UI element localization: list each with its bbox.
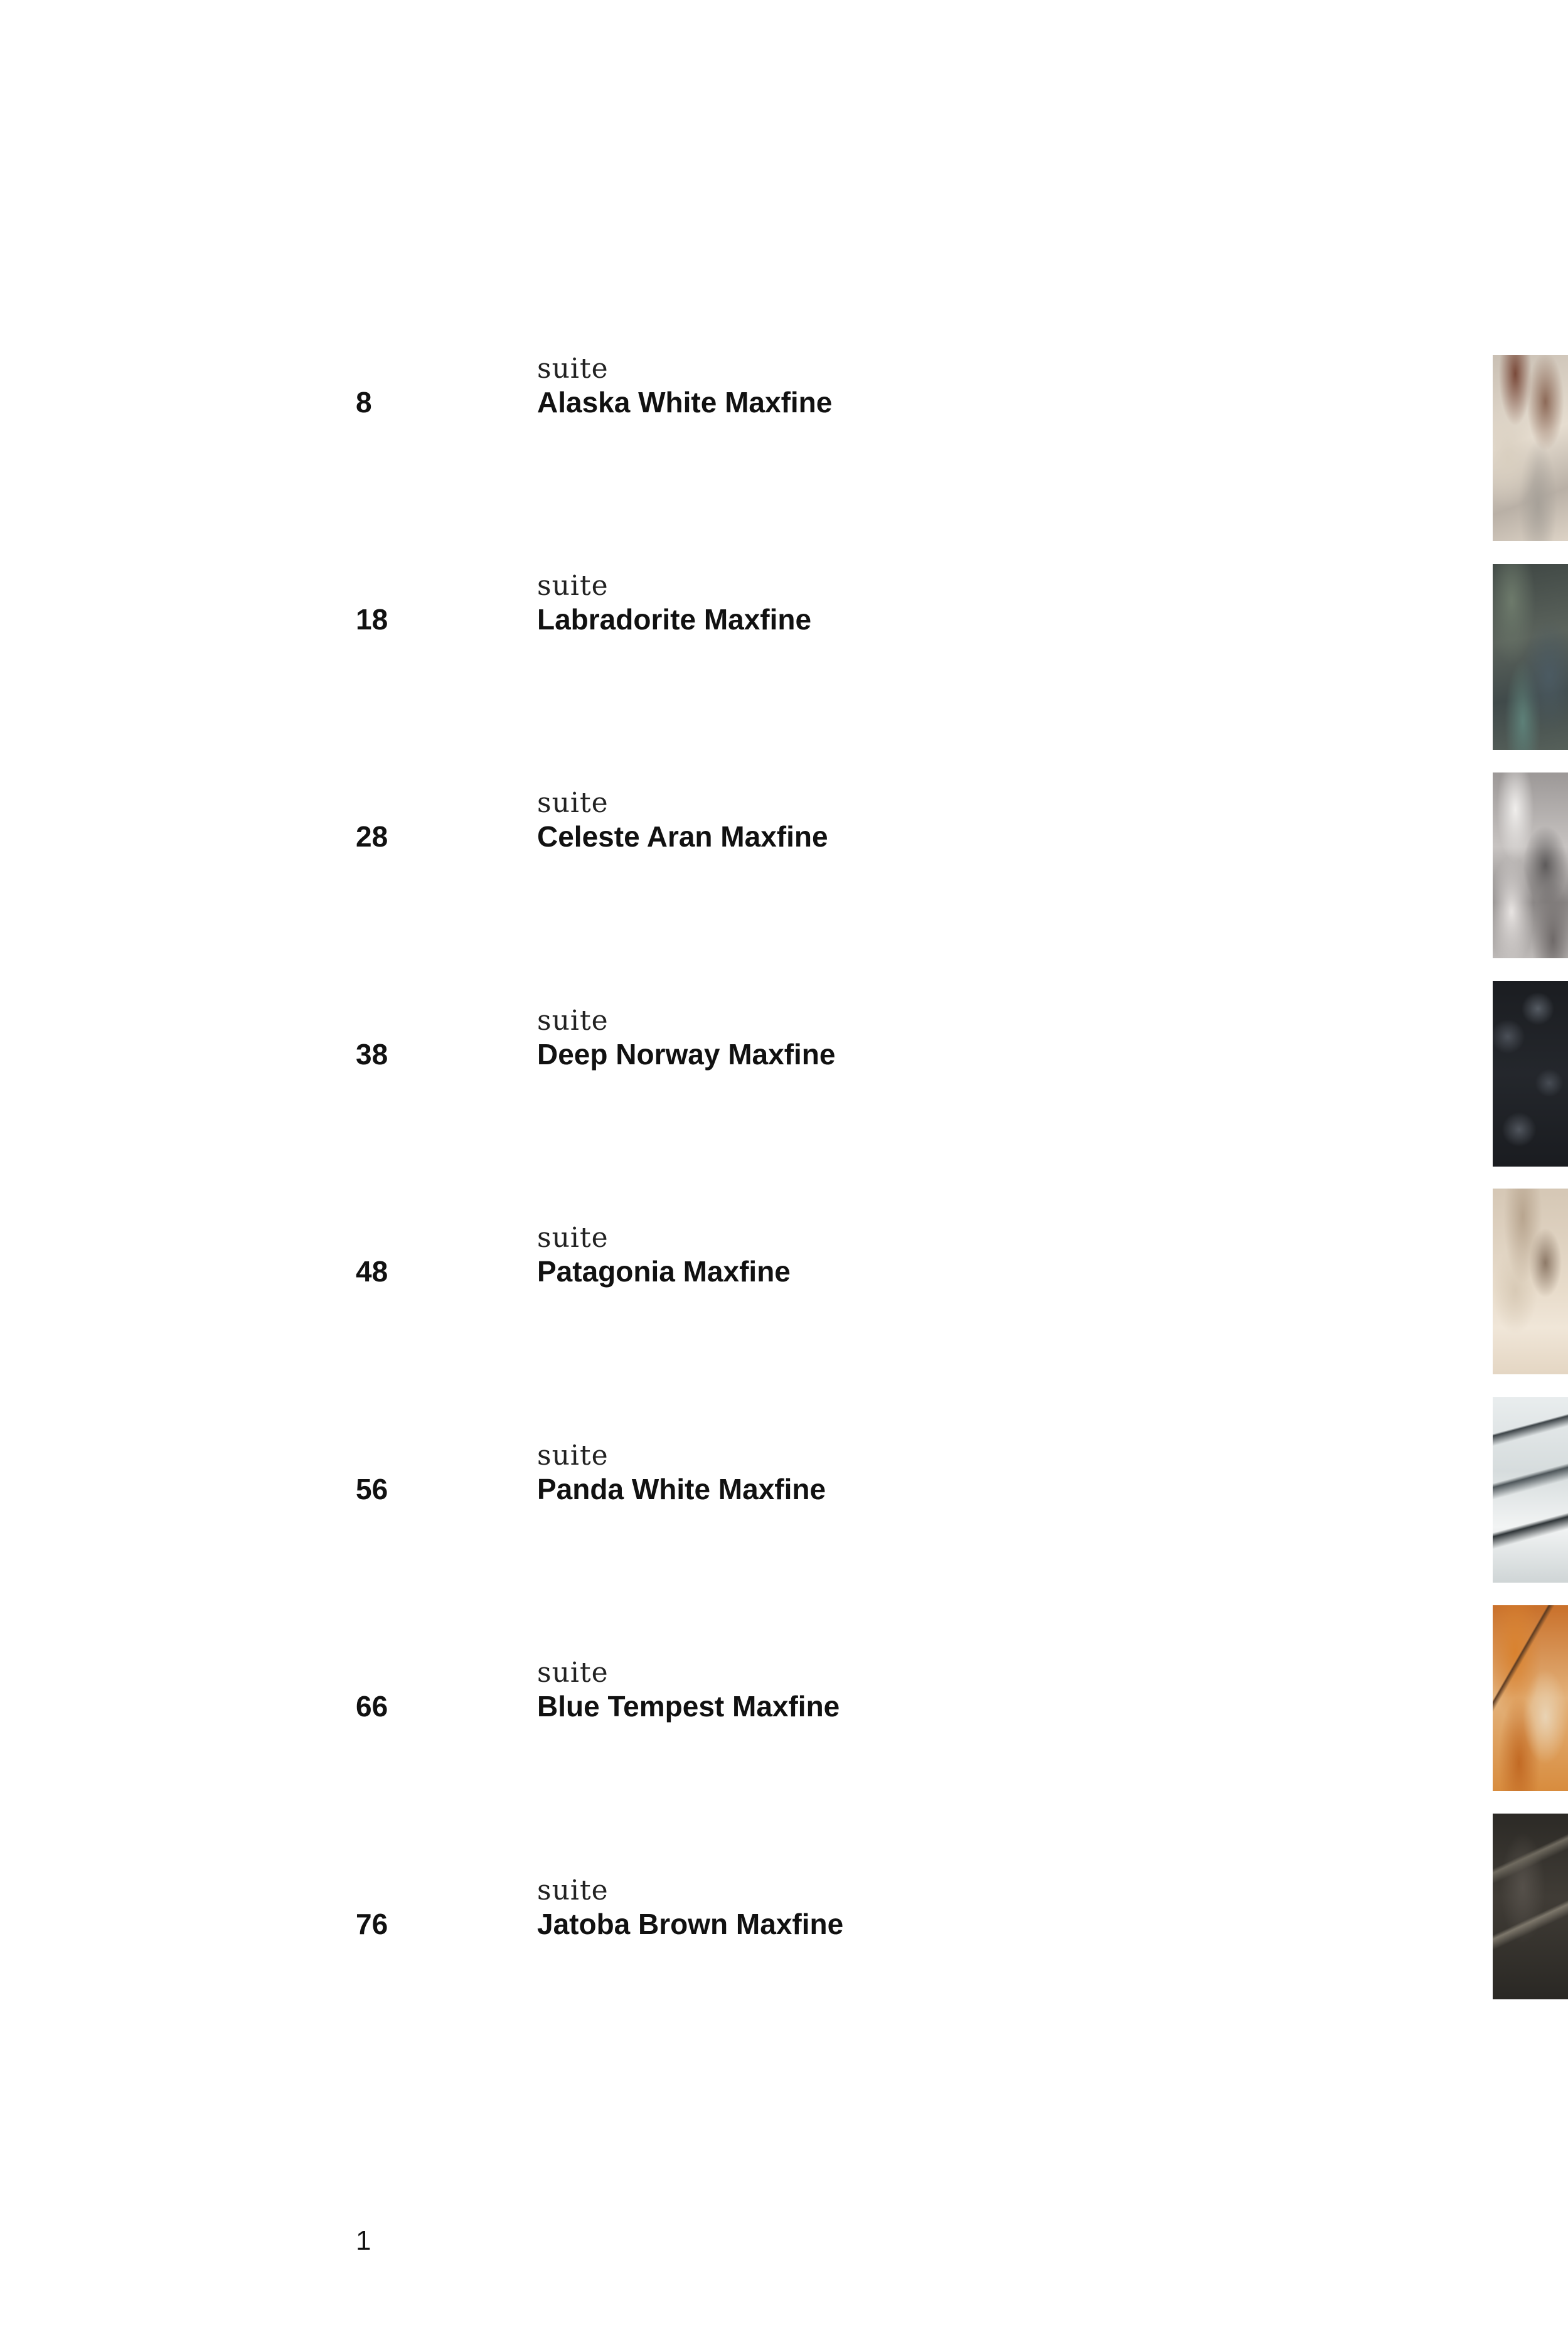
product-name: Alaska White Maxfine	[537, 386, 833, 419]
product-name: Labradorite Maxfine	[537, 603, 812, 636]
product-name: Panda White Maxfine	[537, 1473, 826, 1505]
toc-entry[interactable]	[0, 355, 1568, 543]
product-name: Jatoba Brown Maxfine	[537, 1908, 844, 1940]
toc-entry[interactable]	[0, 1442, 1568, 1630]
toc-entry[interactable]	[0, 572, 1568, 761]
collection-label: suite	[537, 353, 609, 385]
toc-entry[interactable]	[0, 1874, 1568, 2065]
collection-label: suite	[537, 1440, 609, 1472]
product-name: Deep Norway Maxfine	[537, 1038, 836, 1071]
toc-entry[interactable]	[0, 789, 1568, 978]
page-number: 48	[356, 1255, 388, 1288]
collection-label: suite	[537, 1657, 609, 1689]
toc-entry[interactable]	[0, 1007, 1568, 1195]
page-number: 28	[356, 820, 388, 853]
page-number: 66	[356, 1690, 388, 1723]
page-number: 8	[356, 386, 372, 419]
stone-swatch-image	[1493, 1189, 1568, 1374]
page-folio-number: 1	[356, 2225, 371, 2256]
collection-label: suite	[537, 1005, 609, 1037]
page-number: 38	[356, 1038, 388, 1071]
toc-entry[interactable]	[0, 1659, 1568, 1847]
stone-swatch-image	[1493, 564, 1568, 750]
stone-swatch-image	[1493, 981, 1568, 1167]
stone-swatch-image	[1493, 772, 1568, 958]
collection-label: suite	[537, 1222, 609, 1254]
stone-swatch-image	[1493, 355, 1568, 541]
product-name: Blue Tempest Maxfine	[537, 1690, 840, 1723]
page-number: 18	[356, 603, 388, 636]
collection-label: suite	[537, 570, 609, 602]
stone-swatch-image	[1493, 1814, 1568, 1999]
page-number: 76	[356, 1908, 388, 1940]
stone-swatch-image	[1493, 1397, 1568, 1583]
collection-label: suite	[537, 787, 609, 819]
product-name: Patagonia Maxfine	[537, 1255, 791, 1288]
page-number: 56	[356, 1473, 388, 1505]
product-name: Celeste Aran Maxfine	[537, 820, 828, 853]
stone-swatch-image	[1493, 1605, 1568, 1791]
collection-label: suite	[537, 1874, 609, 1906]
toc-entry[interactable]	[0, 1224, 1568, 1413]
